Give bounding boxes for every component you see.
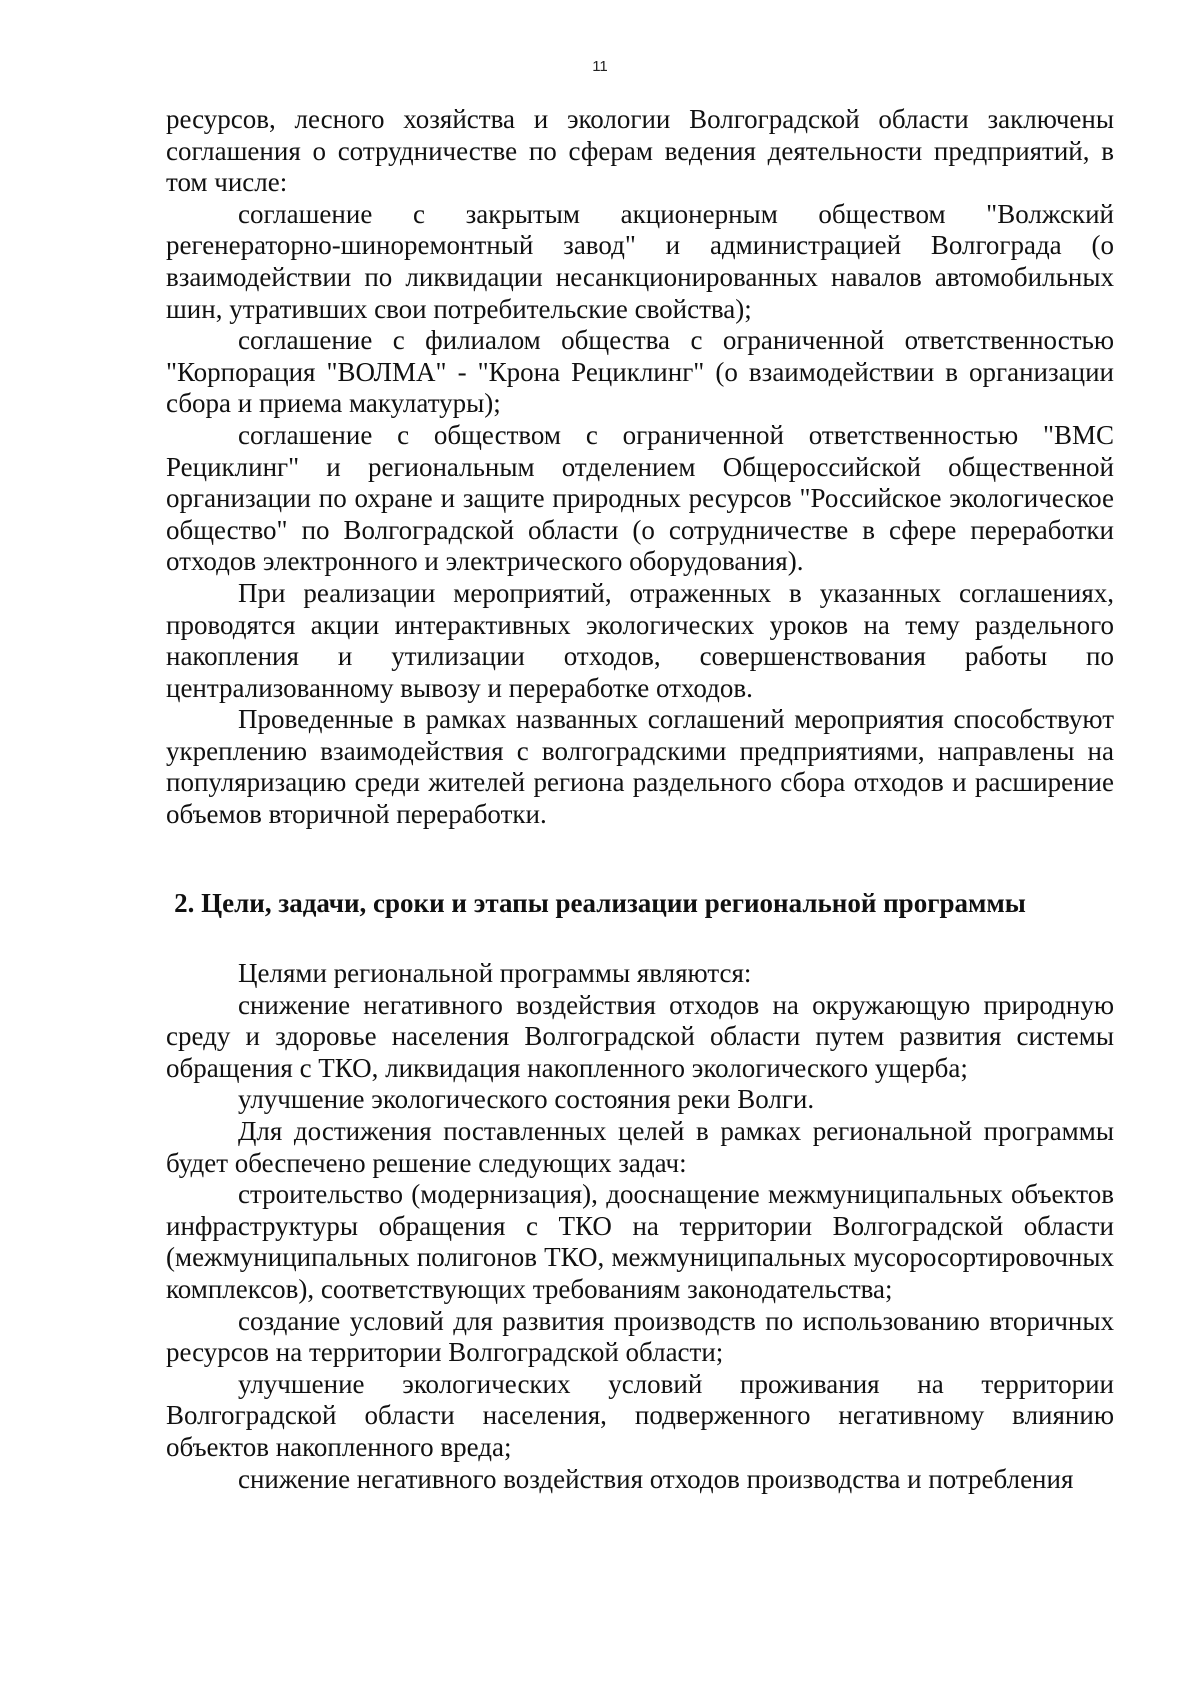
paragraph-agreement-vms: соглашение с обществом с ограниченной ответственностью "ВМС Рециклинг" и региональным отделением Общероссийской общественной организации по охране и защите природных ресурсов "Российское экологическое общество" по Волгоградской области (о сотрудничестве в сфере переработки отходов электронного и электрического оборудования). xyxy=(166,419,1114,577)
section-2-heading: 2. Цели, задачи, сроки и этапы реализации региональной программы xyxy=(174,888,1026,918)
paragraph-goals-intro: Целями региональной программы являются: xyxy=(238,958,752,988)
page-number: 11 xyxy=(592,58,608,75)
section-2-body xyxy=(166,958,1114,1495)
paragraph-agreement-volma: соглашение с филиалом общества с ограниченной ответственностью "Корпорация "ВОЛМА" - "Крона Рециклинг" (о взаимодействии в организации сбора и приема макулатуры); xyxy=(166,325,1114,419)
paragraph-tasks-intro: Для достижения поставленных целей в рамках региональной программы будет обеспечено решение следующих задач: xyxy=(166,1115,1114,1178)
paragraph-goal-2: улучшение экологического состояния реки Волги. xyxy=(238,1084,815,1115)
paragraph-eco-lessons: При реализации мероприятий, отраженных в указанных соглашениях, проводятся акции интерактивных экологических уроков на тему раздельного накопления и утилизации отходов, совершенствования работы по централизованному вывозу и переработке отходов. xyxy=(166,577,1114,703)
paragraph-activities-result: Проведенные в рамках названных соглашений мероприятия способствуют укреплению взаимодействия с волгоградскими предприятиями, направлены на популяризацию среди жителей региона раздельного сбора отходов и расширение объемов вторичной переработки. xyxy=(166,704,1114,830)
paragraph-task-3: улучшение экологических условий проживания на территории Волгоградской области населения, подверженного негативному влиянию объектов накопленного вреда; xyxy=(166,1368,1114,1462)
paragraph-task-2: создание условий для развития производств по использованию вторичных ресурсов на территории Волгоградской области; xyxy=(166,1305,1114,1368)
section-1-body xyxy=(166,104,1114,831)
paragraph-continuation: ресурсов, лесного хозяйства и экологии Волгоградской области заключены соглашения о сотрудничестве по сферам ведения деятельности предприятий, в том числе: xyxy=(166,104,1114,198)
paragraph-task-4: снижение негативного воздействия отходов производства и потребления xyxy=(238,1463,1074,1494)
paragraph-agreement-volzhsky: соглашение с закрытым акционерным обществом "Волжский регенераторно-шиноремонтный завод" и администрацией Волгограда (о взаимодействии по ликвидации несанкционированных навалов автомобильных шин, утративших свои потребительские свойства); xyxy=(166,198,1114,324)
paragraph-task-1: строительство (модернизация), дооснащение межмуниципальных объектов инфраструктуры обращения с ТКО на территории Волгоградской области (межмуниципальных полигонов ТКО, межмуниципальных мусоросортировочных комплексов), соответствующих требованиям законодательства; xyxy=(166,1179,1114,1304)
paragraph-goal-1: снижение негативного воздействия отходов на окружающую природную среду и здоровье населения Волгоградской области путем развития системы обращения с ТКО, ликвидация накопленного экологического ущерба; xyxy=(166,989,1114,1083)
